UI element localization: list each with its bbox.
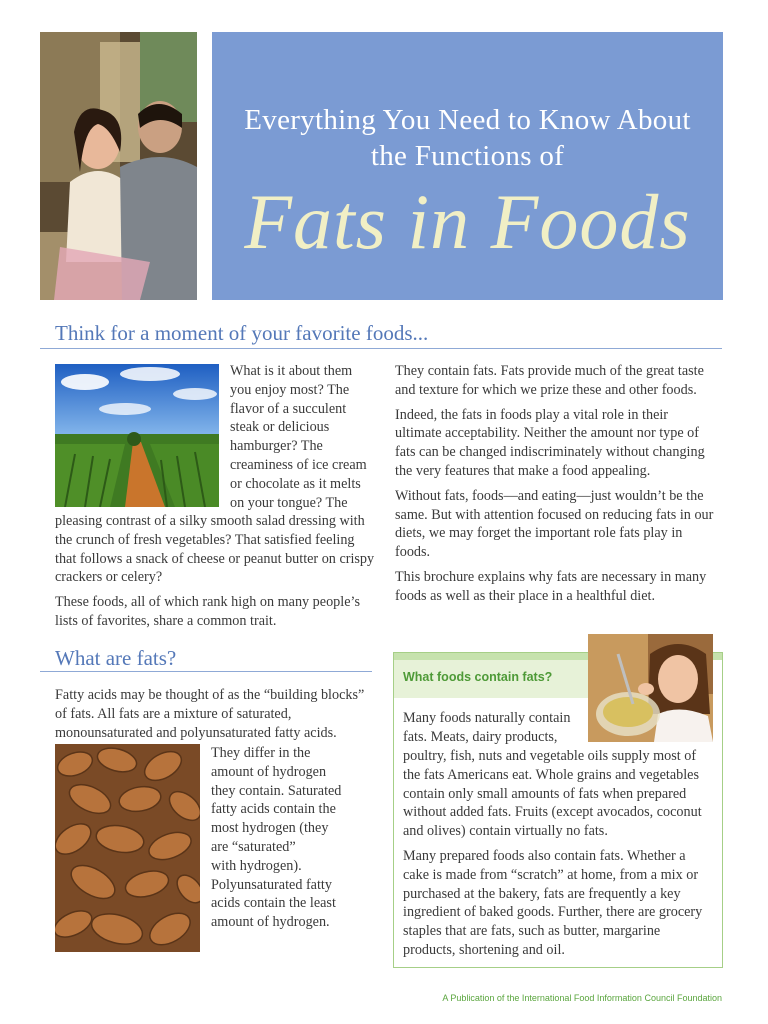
title-banner [212, 32, 723, 300]
paragraph: Without fats, foods—and eating—just wouldn’t be the same. But with attention focused on reducing fats in our diets, we may forget the important role fats play in foods. [395, 487, 714, 561]
text-line: most hydrogen (they [211, 820, 329, 837]
corn-field-photo [55, 364, 219, 507]
paragraph: Indeed, the fats in foods play a vital role in their ultimate acceptability. Neither the amount nor type of fats can be changed indiscriminately without changing the very features that make a food appealing. [395, 406, 705, 479]
almonds-photo [55, 744, 200, 952]
text-line: are “saturated” [211, 838, 296, 855]
paragraph: They contain fats. Fats provide much of the great taste and texture for which we prize these and other foods. [395, 363, 704, 398]
text-line: Polyunsaturated fatty [211, 876, 332, 893]
favorite-foods-right-column [395, 362, 715, 612]
favorite-foods-wrap-text [230, 362, 380, 512]
text-line: with hydrogen). [211, 857, 302, 874]
title-line-1: Everything You Need to Know About [244, 104, 691, 136]
paragraph: This brochure explains why fats are necessary in many foods as well as their place in a healthful diet. [395, 568, 707, 604]
section-rule [40, 671, 372, 672]
text-line: amount of hydrogen [211, 763, 327, 780]
almonds-illustration [55, 744, 200, 952]
text-line: fatty acids contain the [211, 801, 336, 818]
text-line: What is it about them [230, 363, 353, 379]
text-line: fats. Meats, dairy products, [403, 728, 558, 745]
favorite-foods-body [55, 512, 377, 637]
girl-eating-photo [588, 634, 713, 742]
couple-dining-photo [40, 32, 197, 300]
text-line: amount of hydrogen. [211, 914, 330, 931]
sidebar-title: What foods contain fats? [403, 670, 553, 684]
sidebar-wrap-text [403, 709, 593, 747]
sidebar-title-bar [394, 660, 589, 698]
section-heading-what-are-fats: What are fats? [55, 646, 177, 670]
text-line: hamburger? The [230, 438, 323, 455]
title-line-2: the Functions of [370, 140, 565, 172]
paragraph: Many prepared foods also contain fats. Whether a cake is made from “scratch” at home, from a mix or purchased at the bakery, fats are frequently a key ingredient of baked goods. Further, there are grocery staples that are fats, such as butter, margarine products, shortening and oil. [403, 847, 703, 958]
text-line: on your tongue? The [230, 494, 348, 511]
paragraph: These foods, all of which rank high on many people’s lists of favorites, share a common trait. [55, 594, 360, 629]
text-line: steak or delicious [230, 419, 330, 436]
what-are-fats-intro: Fatty acids may be thought of as the “building blocks” of fats. All fats are a mixture of saturated, monounsaturated and polyunsaturated fatty acids. [55, 687, 365, 741]
text-line: flavor of a succulent [230, 400, 347, 417]
couple-dining-illustration [40, 32, 197, 300]
what-are-fats-wrap-text [211, 744, 379, 932]
text-line: creaminess of ice cream [230, 456, 367, 473]
text-line: or chocolate as it melts [230, 475, 361, 492]
text-line: they contain. Saturated [211, 782, 342, 799]
paragraph: poultry, fish, nuts and vegetable oils supply most of the fats Americans eat. Whole grains and vegetables contain only small amounts of fats when prepared without added fats. Fruits (except avocados, coconut and olives) contain virtually no fats. [403, 748, 702, 840]
text-line: you enjoy most? The [230, 381, 350, 398]
title-script: Fats in Foods [244, 178, 691, 265]
section-heading-favorite-foods: Think for a moment of your favorite foods... [55, 321, 429, 345]
text-line: Many foods naturally contain [403, 710, 571, 726]
publication-footer: A Publication of the International Food Information Council Foundation [442, 993, 722, 1003]
girl-eating-illustration [588, 634, 713, 742]
corn-field-illustration [55, 364, 219, 507]
text-line: acids contain the least [211, 895, 336, 912]
text-line: They differ in the [211, 745, 311, 761]
paragraph: pleasing contrast of a silky smooth salad dressing with the crunch of fresh vegetables? That satisfied feeling that follows a snack of cheese or peanut butter on crispy crackers or celery? [55, 513, 375, 586]
section-rule [40, 348, 722, 349]
sidebar-body [403, 747, 715, 966]
